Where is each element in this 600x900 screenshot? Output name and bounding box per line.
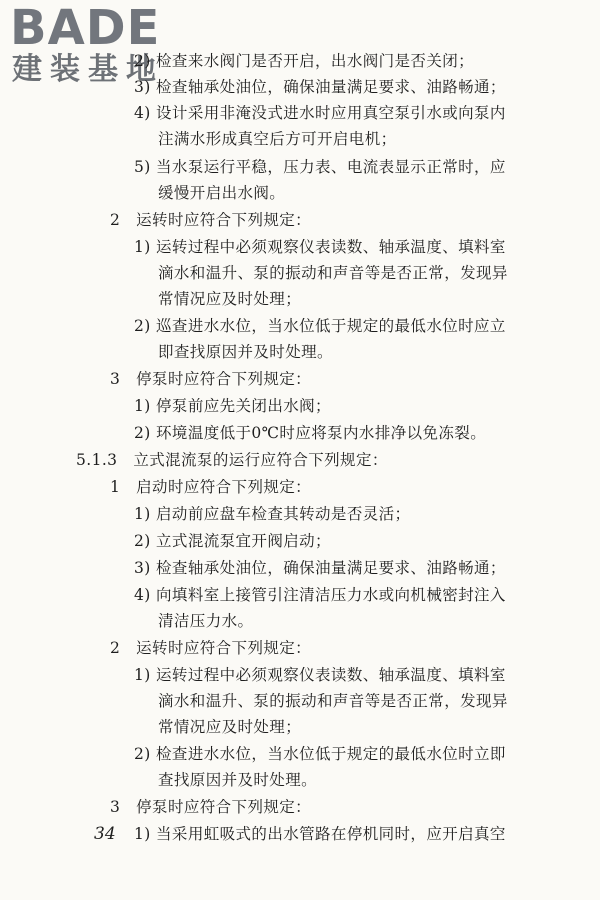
clause-heading: 2 运转时应符合下列规定： (110, 639, 312, 657)
text-line: 2) 检查来水阀门是否开启，出水阀门是否关闭； (134, 52, 475, 70)
clause-heading: 1 启动时应符合下列规定： (110, 478, 312, 496)
text-line: 1) 当采用虹吸式的出水管路在停机同时，应开启真空 (134, 825, 506, 843)
text-line: 注满水形成真空后方可开启电机； (158, 130, 397, 148)
text-line: 1) 运转过程中必须观察仪表读数、轴承温度、填料室 (134, 666, 506, 684)
text-line: 4) 向填料室上接管引注清洁压力水或向机械密封注入 (134, 586, 506, 604)
text-line: 滴水和温升、泵的振动和声音等是否正常，发现异 (158, 692, 508, 710)
clause-heading: 2 运转时应符合下列规定： (110, 211, 312, 229)
text-line: 滴水和温升、泵的振动和声音等是否正常，发现异 (158, 264, 508, 282)
text-line: 3) 检查轴承处油位，确保油量满足要求、油路畅通； (134, 559, 506, 577)
text-line: 3) 检查轴承处油位，确保油量满足要求、油路畅通； (134, 78, 506, 96)
text-line: 4) 设计采用非淹没式进水时应用真空泵引水或向泵内 (134, 104, 506, 122)
text-line: 1) 运转过程中必须观察仪表读数、轴承温度、填料室 (134, 238, 506, 256)
text-line: 查找原因并及时处理。 (158, 771, 318, 789)
text-line: 常情况应及时处理； (158, 718, 302, 736)
text-line: 常情况应及时处理； (158, 290, 302, 308)
watermark-brand: BADE (10, 0, 161, 56)
text-line: 1) 启动前应盘车检查其转动是否灵活； (134, 505, 411, 523)
text-line: 2) 检查进水水位，当水位低于规定的最低水位时立即 (134, 745, 506, 763)
text-line: 缓慢开启出水阀。 (158, 184, 286, 202)
text-line: 2) 巡查进水水位，当水位低于规定的最低水位时应立 (134, 317, 506, 335)
page-number: 34 (94, 824, 116, 844)
clause-heading: 3 停泵时应符合下列规定： (110, 370, 312, 388)
watermark-subtitle: 建装基地 (12, 52, 164, 87)
clause-heading: 3 停泵时应符合下列规定： (110, 798, 312, 816)
text-line: 即查找原因并及时处理。 (158, 343, 333, 361)
section-heading: 5.1.3 立式混流泵的运行应符合下列规定： (76, 451, 388, 469)
text-line: 2) 立式混流泵宜开阀启动； (134, 532, 331, 550)
text-line: 2) 环境温度低于0℃时应将泵内水排净以免冻裂。 (134, 424, 487, 442)
text-line: 1) 停泵前应先关闭出水阀； (134, 397, 331, 415)
text-line: 5) 当水泵运行平稳，压力表、电流表显示正常时，应 (134, 158, 506, 176)
text-line: 清洁压力水。 (158, 612, 254, 630)
